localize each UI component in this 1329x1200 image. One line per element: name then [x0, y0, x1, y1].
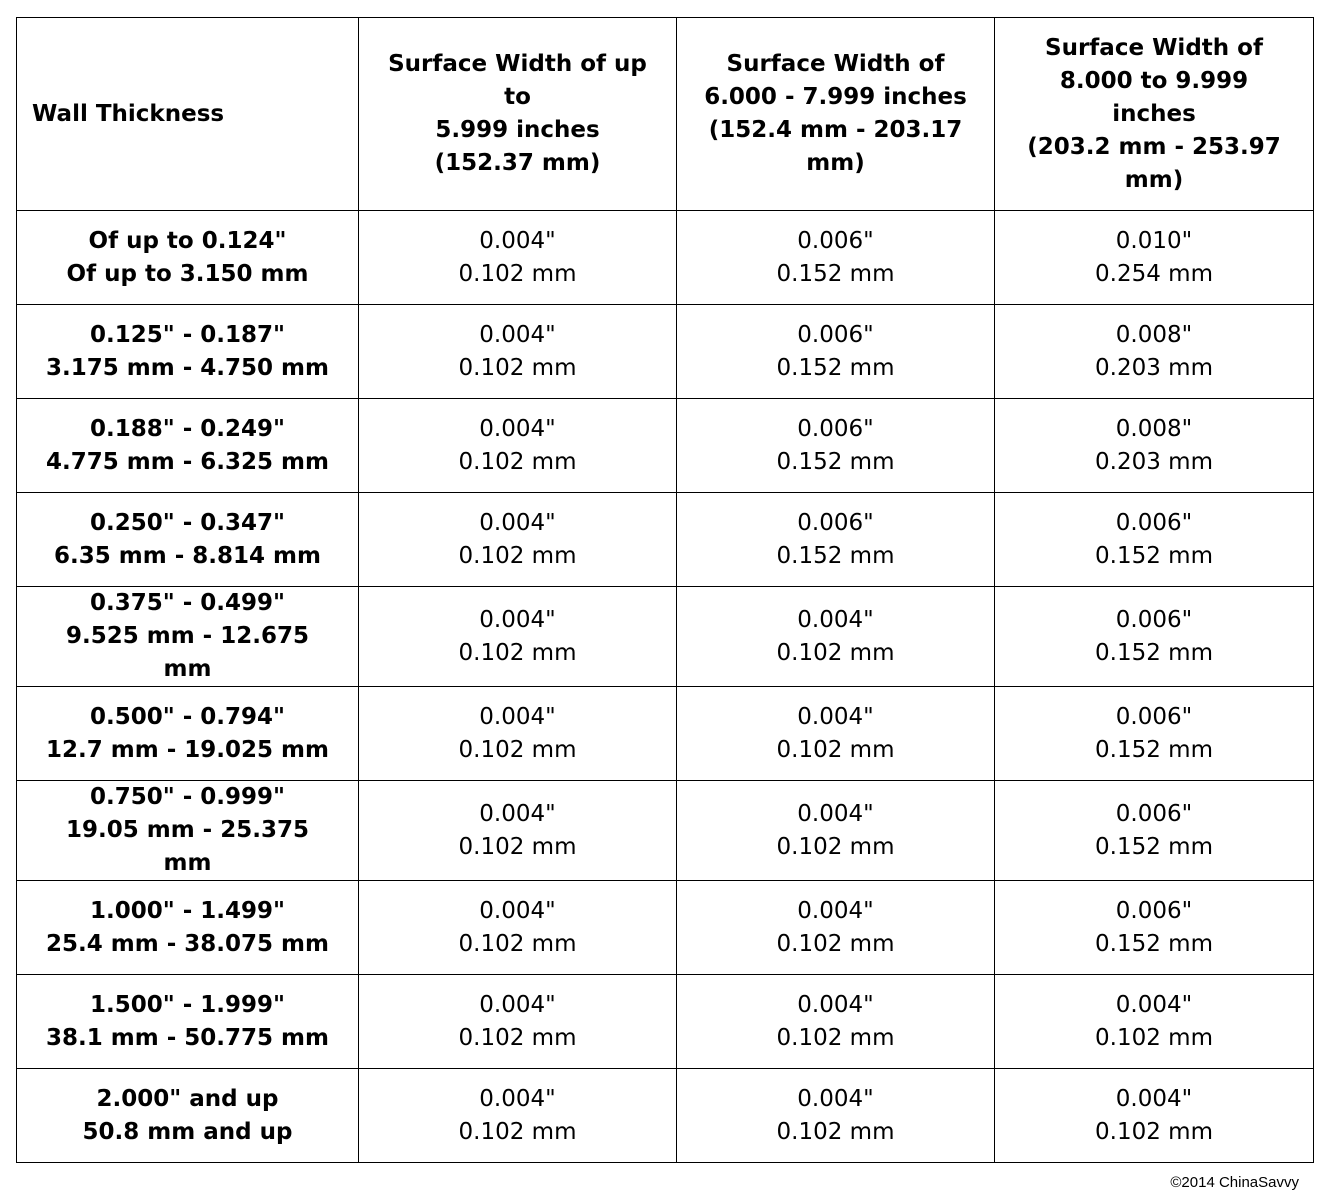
tolerance-cell-width-2: 0.006" 0.152 mm — [677, 493, 995, 587]
tolerance-cell-width-2: 0.006" 0.152 mm — [677, 399, 995, 493]
tolerance-cell-width-3: 0.006" 0.152 mm — [995, 687, 1314, 781]
table-row — [17, 687, 1314, 781]
wall-thickness-cell: 1.000" - 1.499" 25.4 mm - 38.075 mm — [17, 881, 359, 975]
header-wall-thickness: Wall Thickness — [17, 18, 359, 211]
table-row — [17, 881, 1314, 975]
tolerance-cell-width-3: 0.006" 0.152 mm — [995, 587, 1314, 687]
wall-thickness-cell: 0.125" - 0.187" 3.175 mm - 4.750 mm — [17, 305, 359, 399]
header-width-8000-9999: Surface Width of 8.000 to 9.999 inches (203.2 mm - 253.97 mm) — [995, 18, 1314, 211]
tolerance-cell-width-1: 0.004" 0.102 mm — [359, 305, 677, 399]
wall-thickness-cell: 0.750" - 0.999" 19.05 mm - 25.375 mm — [17, 781, 359, 881]
tolerance-cell-width-1: 0.004" 0.102 mm — [359, 493, 677, 587]
wall-thickness-cell: 0.375" - 0.499" 9.525 mm - 12.675 mm — [17, 587, 359, 687]
copyright-notice: ©2014 ChinaSavvy — [1170, 1174, 1299, 1191]
flatness-tolerance-table — [16, 17, 1314, 1163]
table-row — [17, 781, 1314, 881]
table-row — [17, 1069, 1314, 1163]
tolerance-cell-width-2: 0.004" 0.102 mm — [677, 587, 995, 687]
tolerance-cell-width-2: 0.004" 0.102 mm — [677, 881, 995, 975]
table-header-row — [17, 18, 1314, 211]
wall-thickness-cell: 2.000" and up 50.8 mm and up — [17, 1069, 359, 1163]
table-row — [17, 399, 1314, 493]
tolerance-cell-width-3: 0.010" 0.254 mm — [995, 211, 1314, 305]
wall-thickness-cell: Of up to 0.124" Of up to 3.150 mm — [17, 211, 359, 305]
wall-thickness-cell: 1.500" - 1.999" 38.1 mm - 50.775 mm — [17, 975, 359, 1069]
table-row — [17, 493, 1314, 587]
tolerance-cell-width-1: 0.004" 0.102 mm — [359, 399, 677, 493]
tolerance-cell-width-2: 0.006" 0.152 mm — [677, 211, 995, 305]
table-row — [17, 587, 1314, 687]
tolerance-cell-width-3: 0.006" 0.152 mm — [995, 493, 1314, 587]
tolerance-cell-width-1: 0.004" 0.102 mm — [359, 881, 677, 975]
table-row — [17, 975, 1314, 1069]
tolerance-cell-width-1: 0.004" 0.102 mm — [359, 781, 677, 881]
tolerance-cell-width-3: 0.008" 0.203 mm — [995, 399, 1314, 493]
tolerance-cell-width-1: 0.004" 0.102 mm — [359, 211, 677, 305]
tolerance-cell-width-2: 0.006" 0.152 mm — [677, 305, 995, 399]
header-width-up-to-5999: Surface Width of up to 5.999 inches (152.37 mm) — [359, 18, 677, 211]
tolerance-cell-width-3: 0.008" 0.203 mm — [995, 305, 1314, 399]
wall-thickness-cell: 0.188" - 0.249" 4.775 mm - 6.325 mm — [17, 399, 359, 493]
tolerance-cell-width-3: 0.004" 0.102 mm — [995, 1069, 1314, 1163]
tolerance-cell-width-3: 0.004" 0.102 mm — [995, 975, 1314, 1069]
table-row — [17, 211, 1314, 305]
tolerance-cell-width-2: 0.004" 0.102 mm — [677, 975, 995, 1069]
tolerance-cell-width-3: 0.006" 0.152 mm — [995, 881, 1314, 975]
tolerance-cell-width-1: 0.004" 0.102 mm — [359, 975, 677, 1069]
tolerance-cell-width-2: 0.004" 0.102 mm — [677, 687, 995, 781]
wall-thickness-cell: 0.250" - 0.347" 6.35 mm - 8.814 mm — [17, 493, 359, 587]
tolerance-cell-width-1: 0.004" 0.102 mm — [359, 687, 677, 781]
tolerance-cell-width-2: 0.004" 0.102 mm — [677, 1069, 995, 1163]
wall-thickness-cell: 0.500" - 0.794" 12.7 mm - 19.025 mm — [17, 687, 359, 781]
tolerance-cell-width-1: 0.004" 0.102 mm — [359, 1069, 677, 1163]
tolerance-cell-width-3: 0.006" 0.152 mm — [995, 781, 1314, 881]
tolerance-cell-width-2: 0.004" 0.102 mm — [677, 781, 995, 881]
header-width-6000-7999: Surface Width of 6.000 - 7.999 inches (152.4 mm - 203.17 mm) — [677, 18, 995, 211]
tolerance-cell-width-1: 0.004" 0.102 mm — [359, 587, 677, 687]
table-row — [17, 305, 1314, 399]
